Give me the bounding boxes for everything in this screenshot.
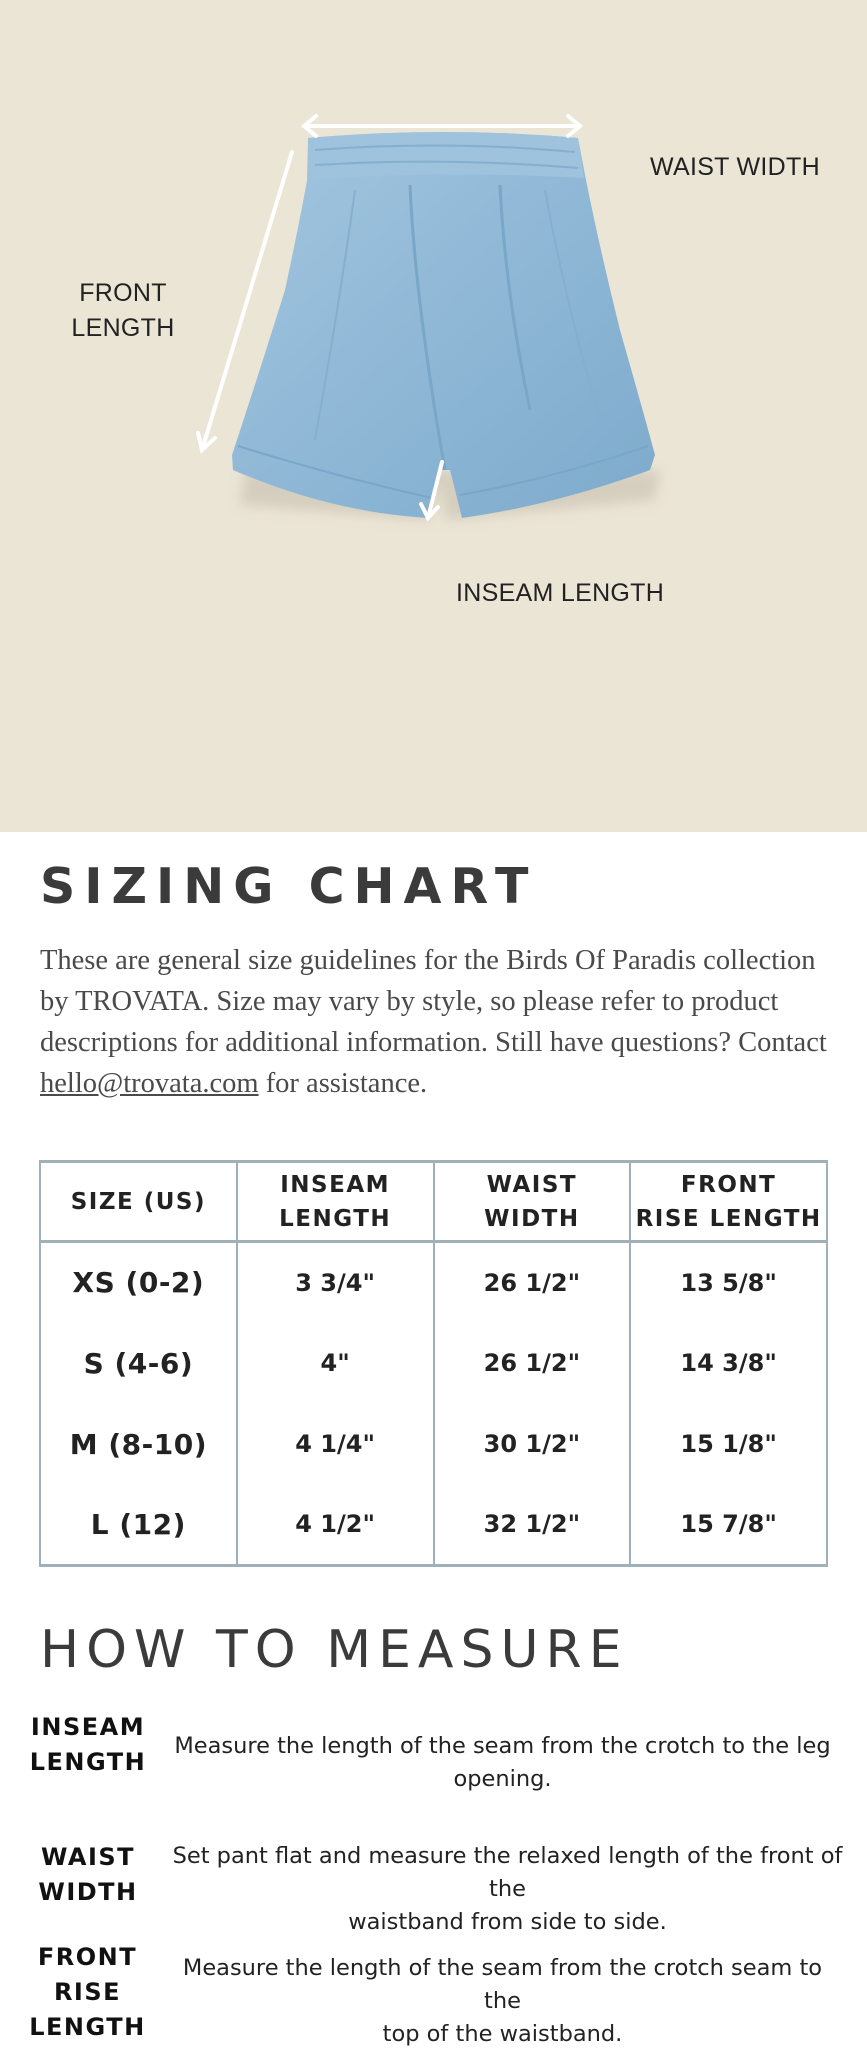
- header-size: SIZE (US): [40, 1162, 237, 1242]
- front-length-label-line2: LENGTH: [71, 314, 175, 342]
- measure-description: [170, 1730, 835, 1796]
- cell-size: XS (0-2): [40, 1242, 237, 1323]
- measure-term-line2: LENGTH: [29, 2013, 146, 2041]
- header-inseam-length: [237, 1162, 434, 1242]
- measure-description: [155, 1840, 860, 1939]
- measure-term: [0, 1940, 175, 2045]
- header-inseam-line2: LENGTH: [279, 1205, 392, 1232]
- waist-width-label: WAIST WIDTH: [650, 153, 820, 181]
- measure-term: [18, 1840, 158, 1910]
- measure-term-line2: WIDTH: [38, 1878, 138, 1906]
- measure-desc-line1: Measure the length of the seam from the crotch to the leg: [174, 1733, 831, 1759]
- cell-front-rise: 15 7/8": [630, 1485, 827, 1566]
- measure-term-line1: INSEAM: [30, 1713, 146, 1741]
- cell-size: S (4-6): [40, 1323, 237, 1404]
- cell-waist: 30 1/2": [434, 1404, 631, 1485]
- front-length-label: [58, 276, 188, 346]
- cell-size: L (12): [40, 1485, 237, 1566]
- measure-term-line1: WAIST: [40, 1843, 136, 1871]
- shorts-illustration: [0, 0, 867, 832]
- sizing-intro: [40, 940, 840, 1104]
- size-table-header-row: [40, 1162, 827, 1242]
- cell-inseam: 4 1/4": [237, 1404, 434, 1485]
- measure-desc-line1: Measure the length of the seam from the crotch seam to the: [182, 1955, 823, 2014]
- cell-inseam: 4 1/2": [237, 1485, 434, 1566]
- cell-front-rise: 15 1/8": [630, 1404, 827, 1485]
- measure-term-line1: FRONT RISE: [37, 1943, 138, 2006]
- measure-description: [170, 1952, 835, 2048]
- header-waist-line2: WIDTH: [484, 1205, 580, 1232]
- header-front-rise-length: [630, 1162, 827, 1242]
- table-row: [40, 1242, 827, 1323]
- cell-front-rise: 14 3/8": [630, 1323, 827, 1404]
- intro-text: These are general size guidelines for the Birds Of Paradis collection by TROVATA. Size may vary by style, so please refer to product descriptions for additional information. Still have questions? Contact: [40, 945, 827, 1058]
- inseam-length-label: INSEAM LENGTH: [456, 579, 665, 607]
- cell-size: M (8-10): [40, 1404, 237, 1485]
- how-to-measure-title: HOW TO MEASURE: [40, 1620, 629, 1680]
- measure-term-line2: LENGTH: [29, 1748, 147, 1776]
- header-waist-line1: WAIST: [486, 1171, 578, 1198]
- header-waist-width: [434, 1162, 631, 1242]
- size-table: [39, 1160, 828, 1567]
- measure-desc-line2: waistband from side to side.: [348, 1909, 667, 1935]
- measure-desc-line2: opening.: [453, 1766, 552, 1792]
- table-row: [40, 1404, 827, 1485]
- cell-waist: 32 1/2": [434, 1485, 631, 1566]
- table-row: [40, 1323, 827, 1404]
- measure-desc-line2: top of the waistband.: [382, 2021, 623, 2047]
- sizing-chart-title: SIZING CHART: [40, 858, 538, 915]
- cell-waist: 26 1/2": [434, 1242, 631, 1323]
- intro-tail: for assistance.: [258, 1068, 428, 1099]
- cell-inseam: 3 3/4": [237, 1242, 434, 1323]
- header-inseam-line1: INSEAM: [280, 1171, 391, 1198]
- product-image-panel: [0, 0, 867, 832]
- measure-term: [18, 1710, 158, 1780]
- shorts-waistband: [307, 132, 584, 180]
- measure-desc-line1: Set pant flat and measure the relaxed length of the front of the: [172, 1843, 843, 1902]
- table-row: [40, 1485, 827, 1566]
- cell-inseam: 4": [237, 1323, 434, 1404]
- cell-front-rise: 13 5/8": [630, 1242, 827, 1323]
- header-front-line1: FRONT: [680, 1171, 777, 1198]
- contact-email-link[interactable]: hello@trovata.com: [40, 1068, 259, 1099]
- cell-waist: 26 1/2": [434, 1323, 631, 1404]
- header-front-line2: RISE LENGTH: [635, 1205, 822, 1232]
- front-length-label-line1: FRONT: [79, 279, 167, 307]
